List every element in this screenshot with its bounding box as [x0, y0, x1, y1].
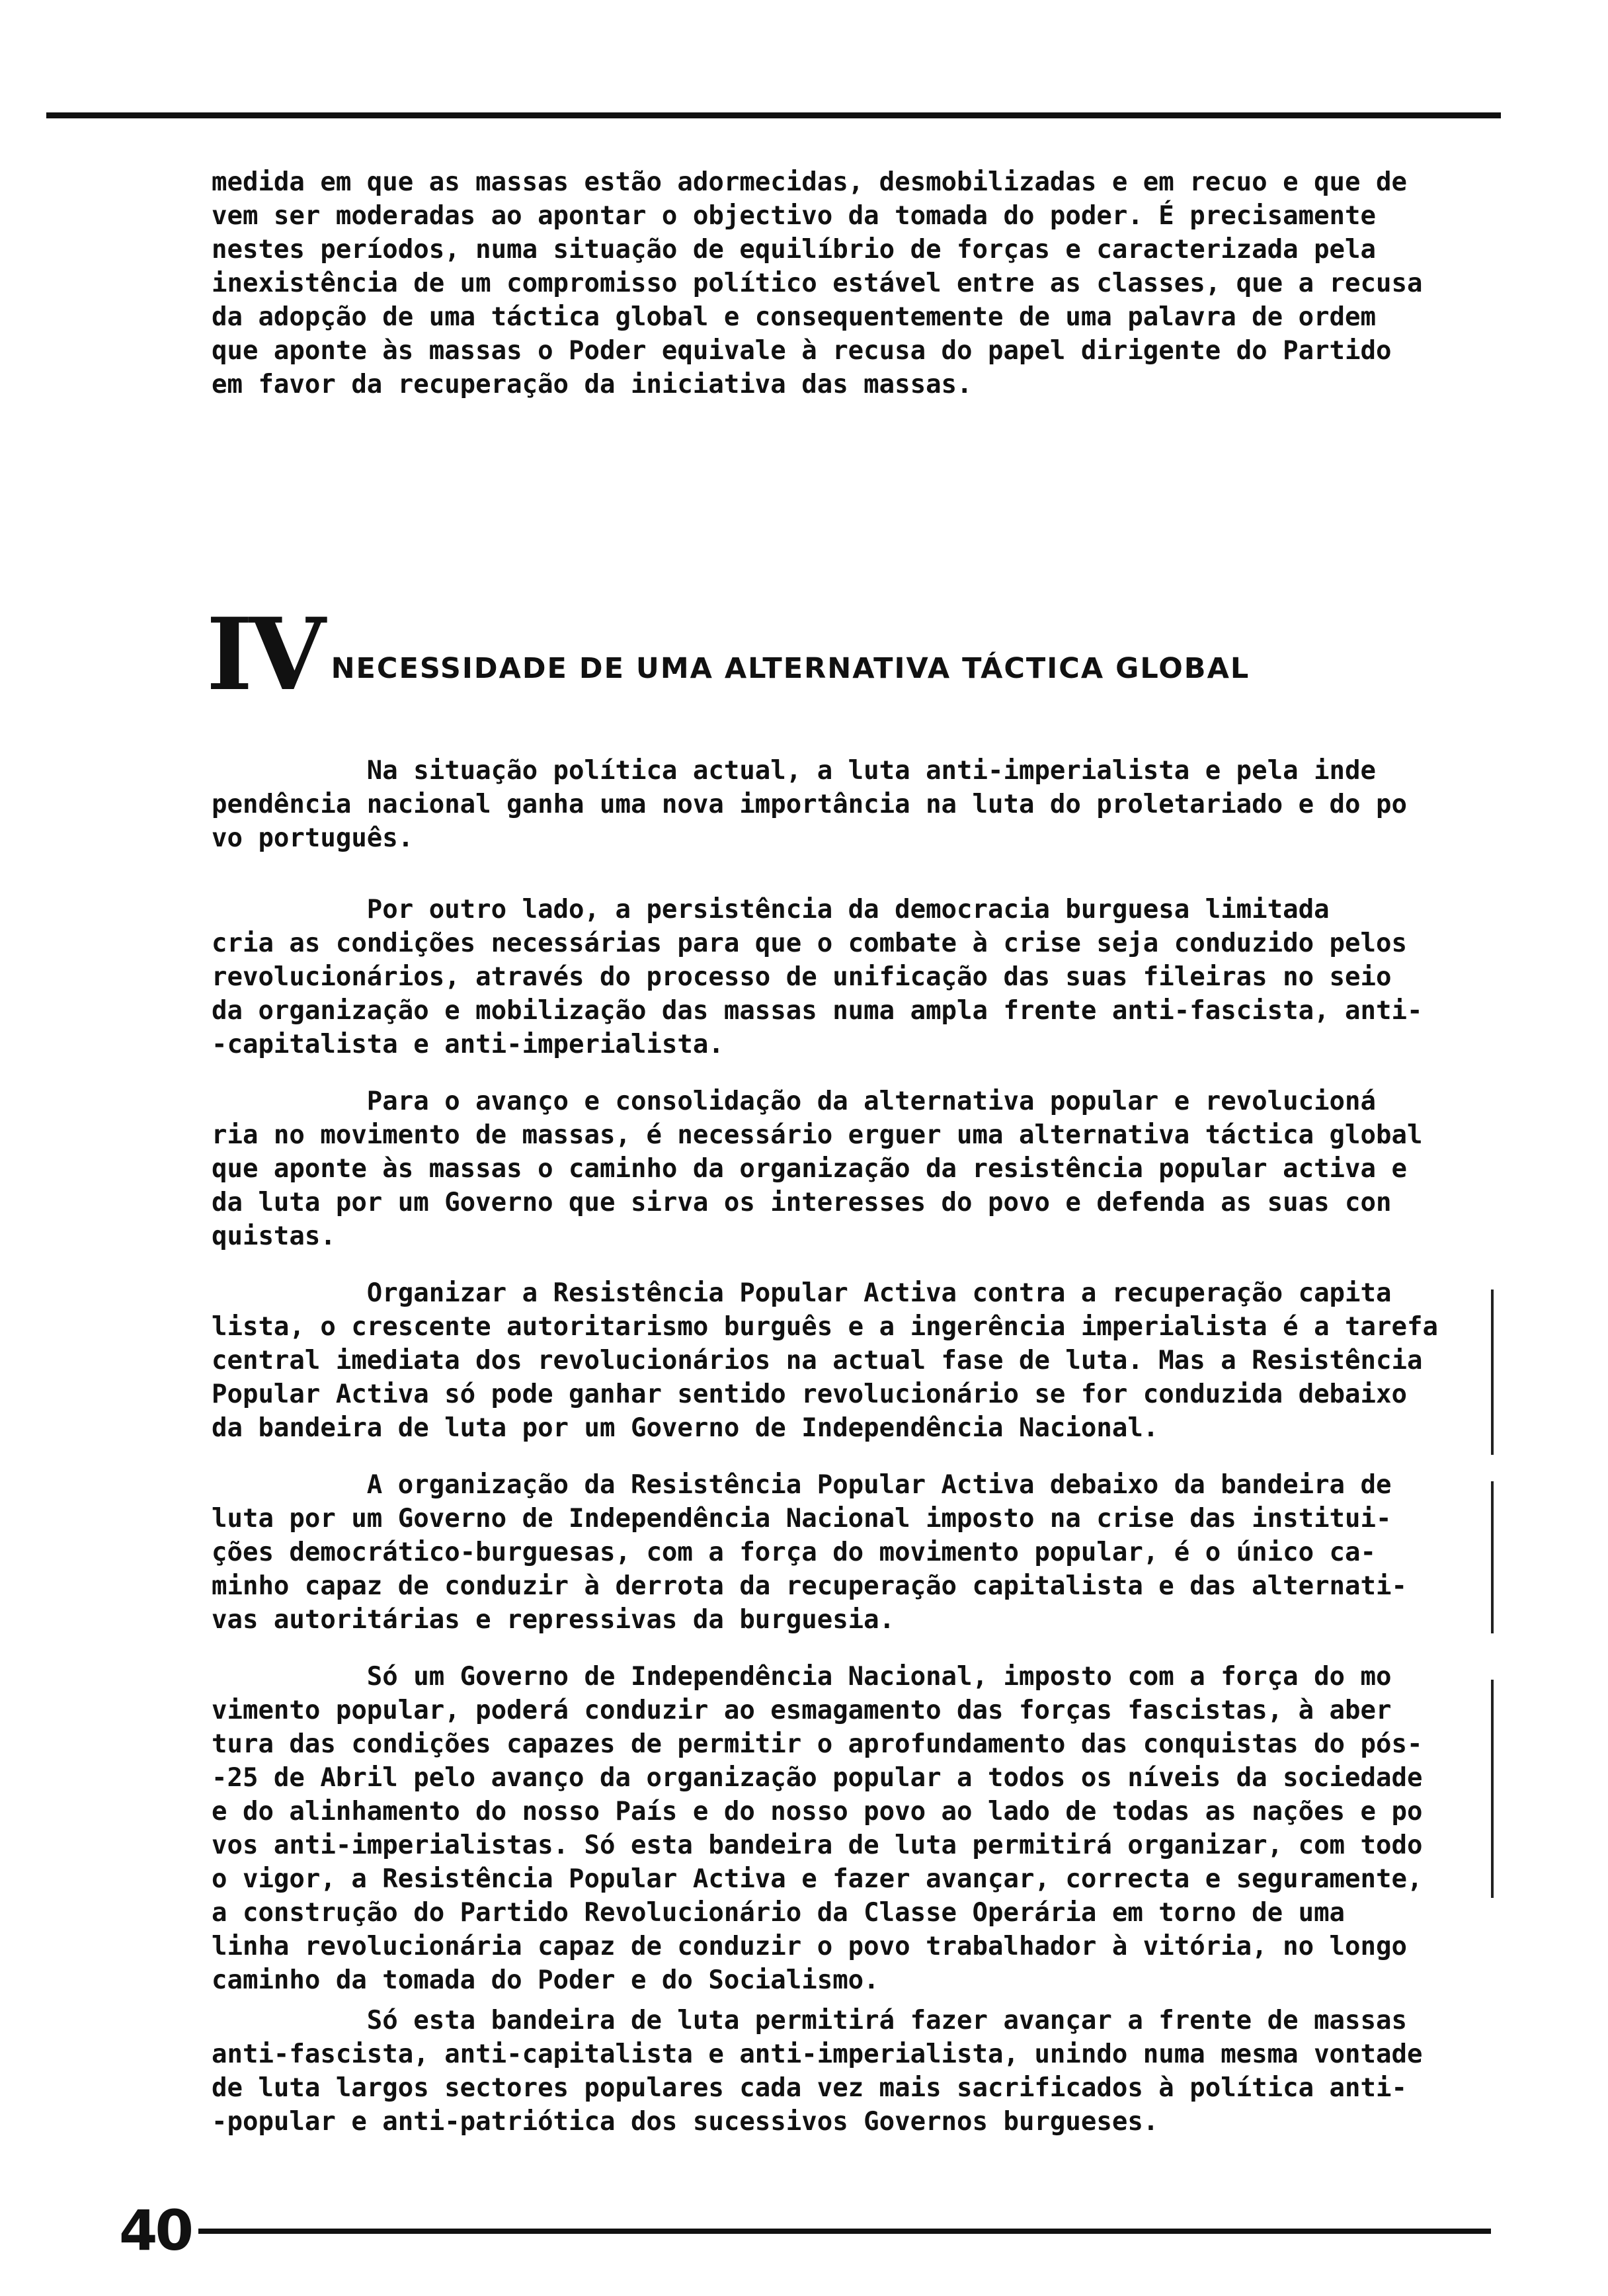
margin-mark	[1491, 1680, 1494, 1898]
paragraph-7: Só esta bandeira de luta permitirá fazer avançar a frente de massas anti-fascista, anti-capitalista e anti-imperialista, unindo numa mesma vontade de luta largos sectores populares cada vez mais sacrificados à política anti- -popular e anti-patriótica dos sucessivos Governos burgueses.	[212, 2006, 1423, 2137]
margin-mark	[1491, 1481, 1494, 1633]
paragraph-4: Organizar a Resistência Popular Activa contra a recuperação capita lista, o crescente autoritarismo burguês e a ingerência imperialista é a tarefa central imediata dos revolucionários na actual fase de luta. Mas a Resistência Popular Activa só pode ganhar sentido revolucionário se for conduzida debaixo da bandeira de luta por um Governo de Independência Nacional.	[212, 1278, 1438, 1443]
paragraph-6: Só um Governo de Independência Nacional, imposto com a força do mo vimento popular, poderá conduzir ao esmagamento das forças fascistas, à aber tura das condições capazes de permitir o aprofundamento das conquistas do pós- -25 de Abril pelo avanço da organização popular a todos os níveis da sociedade e do alinhamento do nosso País e do nosso povo ao lado de todas as nações e po vos anti-imperialistas. Só esta bandeira de luta permitirá organizar, com todo o vigor, a Resistência Popular Activa e fazer avançar, correcta e seguramente, a construção do Partido Revolucionário da Classe Operária em torno de uma linha revolucionária capaz de conduzir o povo trabalhador à vitória, no longo caminho da tomada do Poder e do Socialismo.	[212, 1662, 1423, 1995]
section-title: NECESSIDADE DE UMA ALTERNATIVA TÁCTICA GLOBAL	[331, 652, 1250, 685]
paragraph-3: Para o avanço e consolidação da alternativa popular e revolucioná ria no movimento de massas, é necessário erguer uma alternativa táctica global que aponte às massas o caminho da organização da resistência popular activa e da luta por um Governo que sirva os interesses do povo e defenda as suas con quistas.	[212, 1086, 1423, 1251]
margin-mark	[1491, 1290, 1494, 1455]
section-heading	[206, 596, 1250, 713]
page-number: 40	[119, 2198, 191, 2263]
paragraph-1: Na situação política actual, a luta anti-imperialista e pela inde pendência nacional ganha uma nova importância na luta do proletariado e do po vo português.	[212, 756, 1407, 853]
bottom-rule	[198, 2229, 1491, 2234]
paragraph-2: Por outro lado, a persistência da democracia burguesa limitada cria as condições necessárias para que o combate à crise seja conduzido pelos revolucionários, através do processo de unificação das suas fileiras no seio da organização e mobilização das massas numa ampla frente anti-fascista, anti- -capitalista e anti-imperialista.	[212, 895, 1423, 1059]
top-rule	[46, 112, 1501, 118]
intro-paragraph: medida em que as massas estão adormecidas, desmobilizadas e em recuo e que de vem ser moderadas ao apontar o objectivo da tomada do poder. É precisamente nestes períodos, numa situação de equilíbrio de forças e caracterizada pela inexistência de um compromisso político estável entre as classes, que a recusa da adopção de uma táctica global e consequentemente de uma palavra de ordem que aponte às massas o Poder equivale à recusa do papel dirigente do Partido em favor da recuperação da iniciativa das massas.	[212, 167, 1423, 399]
paragraph-5: A organização da Resistência Popular Activa debaixo da bandeira de luta por um Governo de Independência Nacional imposto na crise das institui- ções democrático-burguesas, com a força do movimento popular, é o único ca- minho capaz de conduzir à derrota da recuperação capitalista e das alternati- vas autoritárias e repressivas da burguesia.	[212, 1470, 1407, 1635]
section-number: IV	[206, 596, 322, 713]
